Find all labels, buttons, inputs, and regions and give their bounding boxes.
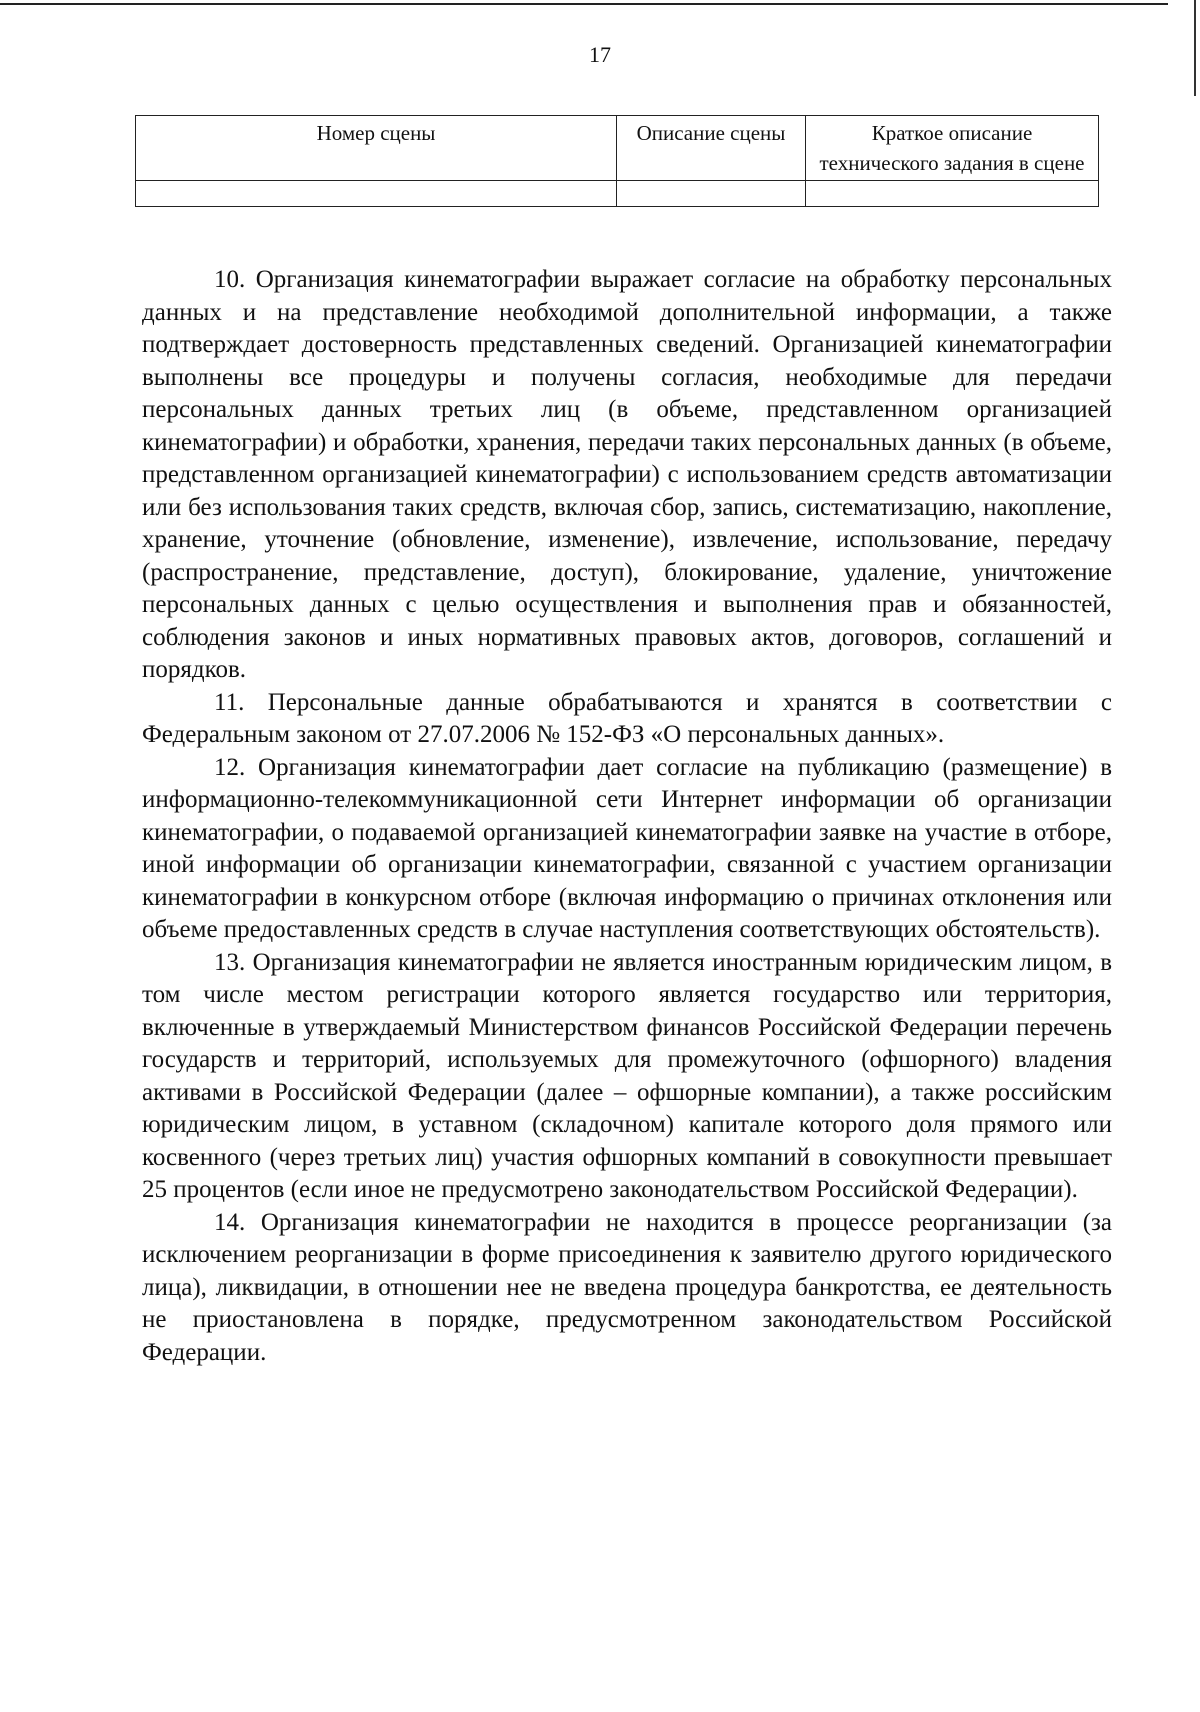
page-number: 17 — [589, 42, 611, 67]
column-header-scene-number: Номер сцены — [136, 116, 617, 181]
paragraph-11: 11. Персональные данные обрабатываются и хранятся в соответствии с Федеральным законом от 27.07.2006 № 152-ФЗ «О персональных данных». — [142, 688, 1112, 748]
table-cell — [806, 181, 1099, 207]
document-body — [142, 264, 1112, 1369]
paragraph-13: 13. Организация кинематографии не является иностранным юридическим лицом, в том числе местом регистрации которого является государство или территория, включенные в утверждаемый Министерством финансов Российской Федерации перечень государств и территорий, используемых для промежуточного (офшорного) владения активами в Российской Федерации (далее – офшорные компании), а также российским юридическим лицом, в уставном (складочном) капитале которого доля прямого или косвенного (через третьих лиц) участия офшорных компаний в совокупности превышает 25 процентов (если иное не предусмотрено законодательством Российской Федерации). — [142, 948, 1112, 1203]
scene-table — [135, 115, 1099, 207]
table-row — [136, 181, 1099, 207]
paragraph-10: 10. Организация кинематографии выражает согласие на обработку персональных данных и на представление необходимой дополнительной информации, а также подтверждает достоверность представленных сведений. Организацией кинематографии выполнены все процедуры и получены согласия, необходимые для передачи персональных данных третьих лиц (в объеме, представленном организацией кинематографии) и обработки, хранения, передачи таких персональных данных (в объеме, представленном организацией кинематографии) с использованием средств автоматизации или без использования таких средств, включая сбор, запись, систематизацию, накопление, хранение, уточнение (обновление, изменение), извлечение, использование, передачу (распространение, представление, доступ), блокирование, удаление, уничтожение персональных данных с целью осуществления и выполнения прав и обязанностей, соблюдения законов и иных нормативных правовых актов, договоров, соглашений и порядков. — [142, 266, 1112, 683]
paragraph-14: 14. Организация кинематографии не находится в процессе реорганизации (за исключением реорганизации в форме присоединения к заявителю другого юридического лица), ликвидации, в отношении нее не введена процедура банкротства, ее деятельность не приостановлена в порядке, предусмотренном законодательством Российской Федерации. — [142, 1208, 1112, 1366]
paragraph-12: 12. Организация кинематографии дает согласие на публикацию (размещение) в информационно-телекоммуникационной сети Интернет информации об организации кинематографии, о подаваемой организацией кинематографии заявке на участие в отборе, иной информации об организации кинематографии, связанной с участием организации кинематографии в конкурсном отборе (включая информацию о причинах отклонения или объеме предоставленных средств в случае наступления соответствующих обстоятельств). — [142, 753, 1112, 943]
column-header-scene-description: Описание сцены — [617, 116, 806, 181]
table-cell — [617, 181, 806, 207]
column-header-technical-task: Краткое описание технического задания в сцене — [806, 116, 1099, 181]
table-cell — [136, 181, 617, 207]
scan-top-rule — [0, 3, 1168, 5]
table-header-row — [136, 116, 1099, 181]
